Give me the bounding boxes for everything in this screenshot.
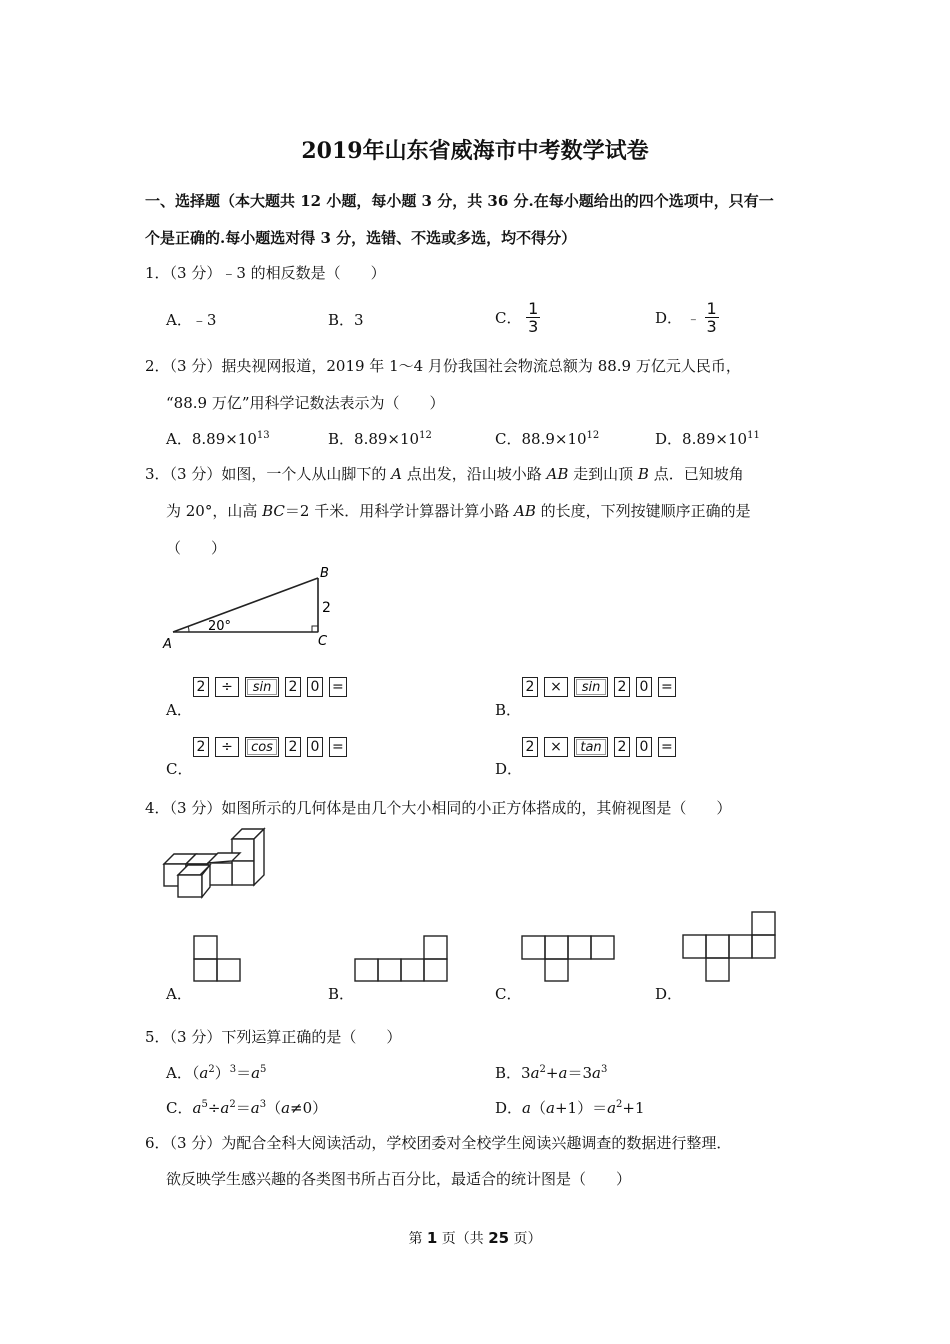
q4-option-d-label: D． [655, 985, 683, 1003]
key: 2 [522, 677, 538, 697]
q5-option-c: C．$a^5\div a^2=a^3(a\ne 0)$ [166, 1099, 328, 1117]
q4-option-d-grid [682, 911, 778, 983]
q1-option-a: A．﹣3 [166, 311, 217, 329]
q2-option-b [328, 428, 432, 449]
footer-prefix: 第 [408, 1231, 427, 1247]
key: = [658, 677, 676, 697]
grid-cell [545, 936, 568, 959]
section-header-line1: 一、选择题（本大题共 12 小题，每小题 3 分，共 36 分.在每小题给出的四个选项中，只有一 [145, 192, 774, 210]
grid-cell [355, 959, 378, 981]
q1-stem: 1．（3 分）﹣3 的相反数是（ ） [145, 264, 386, 282]
q6-stem-line1: 6．（3 分）为配合全科大阅读活动，学校团委对全校学生阅读兴趣调查的数据进行整理． [145, 1134, 732, 1152]
q2-stem-line2: “88.9 万亿”用科学记数法表示为（ ） [166, 394, 445, 412]
grid-cell [378, 959, 401, 981]
label-b: B [320, 566, 329, 581]
key: = [329, 737, 347, 757]
q3-s1c: 走到山顶 [568, 465, 638, 483]
q3-point-b: B [637, 465, 649, 483]
q3-option-b-label: B． [495, 701, 522, 719]
q1-option-c-label: C． [495, 309, 522, 327]
label-a: A [163, 637, 172, 652]
q4-option-c-grid [521, 935, 617, 983]
q5-d-label: D． [495, 1099, 523, 1117]
q5-option-b: B．$3a^2+a=3a^3$ [495, 1064, 608, 1082]
q3-segment-ab: AB [546, 465, 569, 483]
q5-c-label: C． [166, 1099, 193, 1117]
key: 2 [193, 737, 209, 757]
section-header-line2: 个是正确的.每小题选对得 3 分，选错、不选或多选，均不得分） [145, 229, 577, 247]
label-angle: 20° [208, 619, 232, 634]
q4-option-b-grid [354, 935, 450, 983]
key: 2 [614, 677, 630, 697]
q3-s1d: 点．已知坡角 [648, 465, 744, 483]
q1-d-numerator: 1 [706, 299, 717, 318]
cube-side [254, 829, 264, 885]
q3-s2c: 的长度，下列按键顺序正确的是 [535, 502, 751, 520]
footer-total-pages: 25 [488, 1229, 510, 1247]
key: sin [245, 677, 279, 697]
q2-stem-line1: 2．（3 分）据央视网报道，2019 年 1～4 月份我国社会物流总额为 88.9 万亿元人民币， [145, 357, 741, 375]
cube-front [178, 875, 202, 897]
q4-option-b-label: B． [328, 985, 355, 1003]
q3-option-d-label: D． [495, 760, 523, 778]
q4-option-a-grid [193, 935, 243, 983]
grid-cell [424, 959, 447, 981]
grid-cell [194, 936, 217, 959]
q2-c-text: C．88.9×10 [495, 430, 587, 448]
key: 2 [285, 677, 301, 697]
key: tan [574, 737, 608, 757]
q2-d-exp: 11 [747, 430, 760, 441]
key: × [544, 677, 568, 697]
key: 0 [307, 737, 323, 757]
q3-segment-ab-2: AB [514, 502, 536, 520]
grid-cell [706, 935, 729, 958]
q1-option-d [655, 300, 719, 335]
grid-cell [568, 936, 591, 959]
q1-d-denominator: 3 [706, 317, 717, 336]
grid-cell [194, 959, 217, 981]
q3-option-a-label: A． [166, 701, 192, 719]
q3-keys-a [193, 677, 347, 697]
q2-option-a [166, 428, 270, 449]
q3-point-a: A [391, 465, 402, 483]
grid-cell [752, 912, 775, 935]
q4-option-a-label: A． [166, 985, 192, 1003]
footer-page-number: 1 [426, 1229, 438, 1247]
key: cos [245, 737, 279, 757]
key: 2 [614, 737, 630, 757]
q5-option-d: D．$a(a+1)=a^2+1$ [495, 1099, 645, 1117]
key: sin [574, 677, 608, 697]
q1-option-b: B．3 [328, 311, 364, 329]
grid-cell [424, 936, 447, 959]
page-title: 2019年山东省威海市中考数学试卷 [301, 138, 649, 164]
page-footer [0, 1228, 950, 1248]
cube-front [232, 861, 254, 885]
q2-a-exp: 13 [256, 430, 270, 441]
slope-triangle-figure [163, 566, 343, 652]
grid-cell [591, 936, 614, 959]
q6-stem-line2: 欲反映学生感兴趣的各类图书所占百分比，最适合的统计图是（ ） [166, 1170, 632, 1188]
q5-a-label: A． [166, 1064, 192, 1082]
key: 2 [193, 677, 209, 697]
grid-cell [401, 959, 424, 981]
label-c: C [318, 634, 328, 649]
q1-d-sign: ﹣ [686, 312, 700, 327]
q2-b-text: B．8.89×10 [328, 430, 420, 448]
key: ÷ [215, 737, 239, 757]
label-side-length: 2 [322, 600, 331, 616]
grid-cell [683, 935, 706, 958]
cube-solid-figure [162, 827, 282, 899]
q2-option-c [495, 428, 599, 449]
q4-option-c-label: C． [495, 985, 522, 1003]
key: 0 [636, 677, 652, 697]
q3-segment-bc: BC [262, 502, 285, 520]
q5-b-label: B． [495, 1064, 522, 1082]
footer-middle: 页（共 [437, 1231, 489, 1247]
q3-keys-c [193, 737, 347, 757]
grid-cell [545, 959, 568, 981]
key: ÷ [215, 677, 239, 697]
q1-option-c-fraction [526, 300, 540, 335]
key: 0 [307, 677, 323, 697]
q1-c-denominator: 3 [528, 317, 539, 336]
q3-stem-line1 [145, 463, 744, 484]
q1-option-d-fraction [705, 300, 719, 335]
q1-c-numerator: 1 [528, 299, 539, 318]
q3-s1a: 3．（3 分）如图，一个人从山脚下的 [145, 465, 392, 483]
q3-stem-line3: （ ） [166, 539, 227, 557]
key: = [329, 677, 347, 697]
q3-keys-d [522, 737, 676, 757]
q1-option-c [495, 300, 540, 335]
q3-s2b: ＝2 千米．用科学计算器计算小路 [284, 502, 514, 520]
hypotenuse-ab [173, 578, 318, 632]
q5-stem: 5．（3 分）下列运算正确的是（ ） [145, 1028, 402, 1046]
key: 2 [522, 737, 538, 757]
q3-s2a: 为 20°，山高 [166, 502, 263, 520]
key: = [658, 737, 676, 757]
q3-keys-b [522, 677, 676, 697]
q3-s1b: 点出发，沿山坡小路 [401, 465, 547, 483]
q3-stem-line2 [166, 500, 751, 521]
q4-stem: 4．（3 分）如图所示的几何体是由几个大小相同的小正方体搭成的，其俯视图是（ ） [145, 799, 732, 817]
q3-option-c-label: C． [166, 760, 193, 778]
q2-d-text: D．8.89×10 [655, 430, 748, 448]
q2-option-d [655, 428, 760, 449]
right-angle-mark [312, 626, 318, 632]
cube-front [208, 863, 232, 885]
q2-a-text: A．8.89×10 [166, 430, 257, 448]
key: × [544, 737, 568, 757]
grid-cell [752, 935, 775, 958]
footer-suffix: 页） [509, 1231, 542, 1247]
grid-cell [706, 958, 729, 981]
grid-cell [522, 936, 545, 959]
q2-b-exp: 12 [419, 430, 432, 441]
grid-cell [729, 935, 752, 958]
q5-option-a: A．$(a^2)^3=a^5$ [166, 1064, 267, 1082]
key: 0 [636, 737, 652, 757]
q2-c-exp: 12 [586, 430, 600, 441]
grid-cell [217, 959, 240, 981]
key: 2 [285, 737, 301, 757]
q1-option-d-label: D． [655, 309, 683, 327]
